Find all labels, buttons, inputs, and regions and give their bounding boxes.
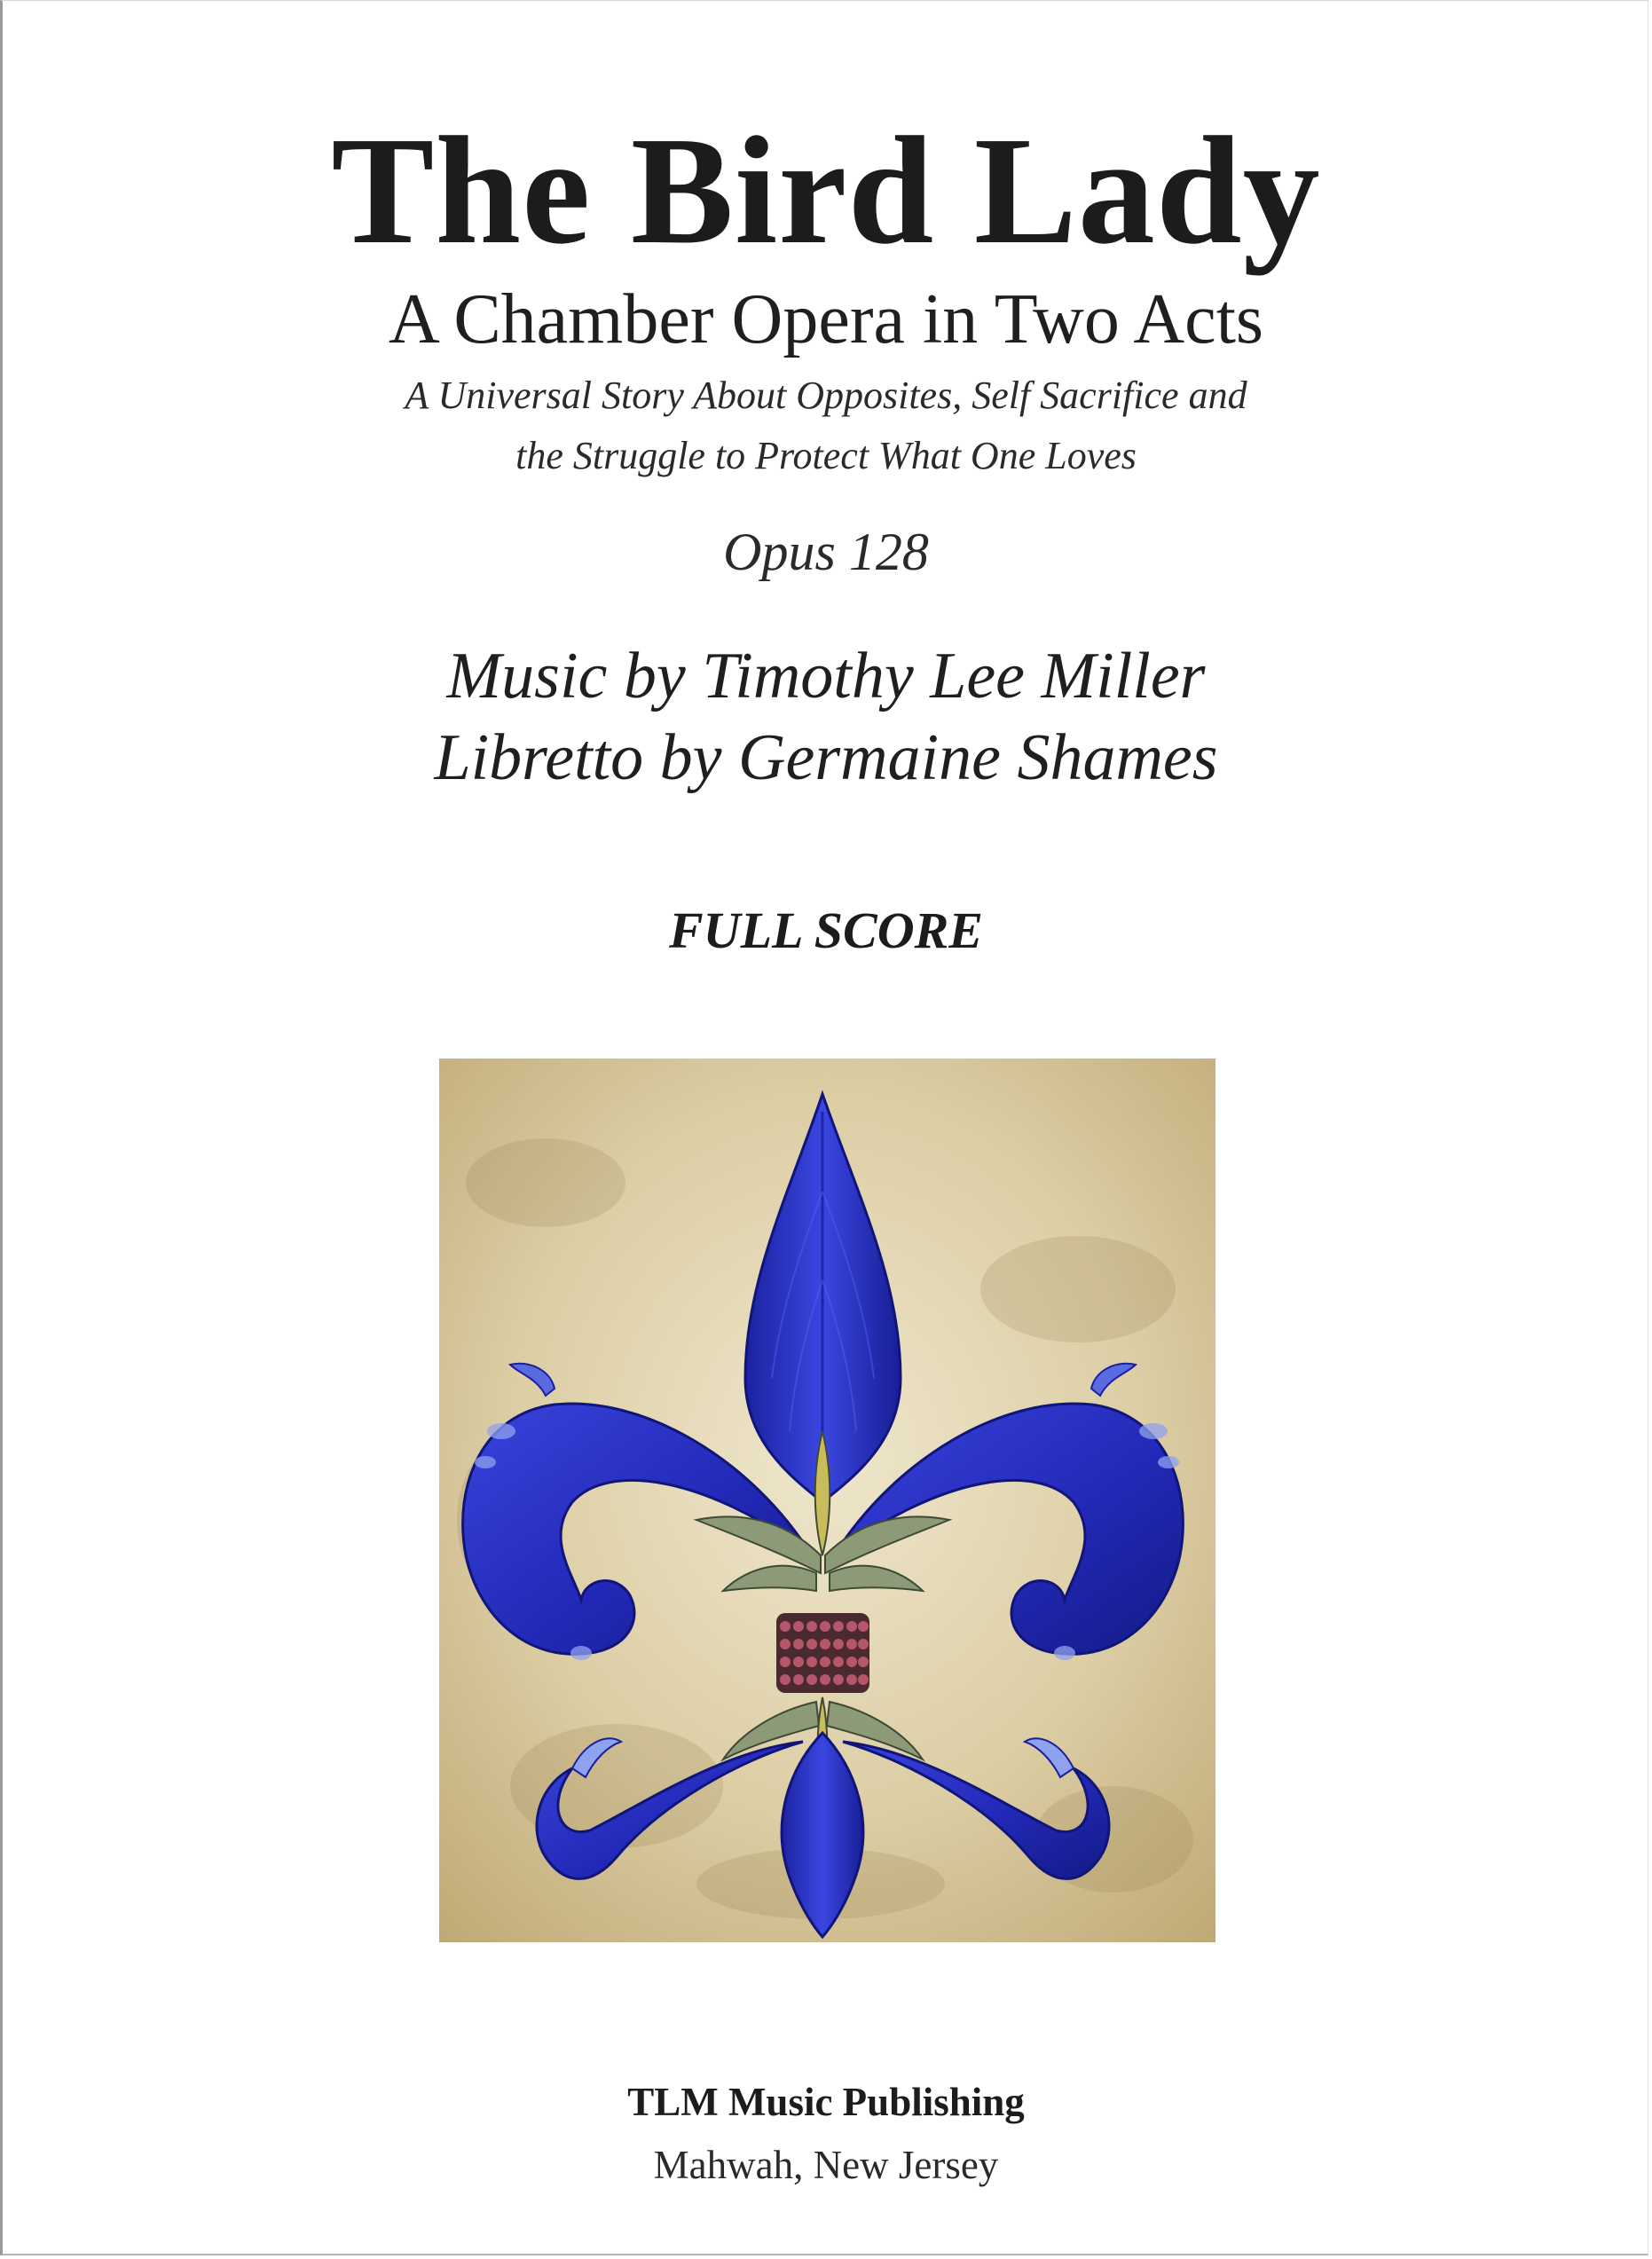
credits [0,635,1652,799]
opus-number: Opus 128 [723,523,929,581]
tagline-line-1: A Universal Story About Opposites, Self Sacrifice and [405,374,1247,417]
page-title: The Bird Lady [331,105,1321,276]
publisher-name: TLM Music Publishing [627,2080,1025,2124]
tagline [0,366,1652,486]
page-subtitle: A Chamber Opera in Two Acts [388,280,1264,358]
libretto-credit: Libretto by Germaine Shames [434,721,1218,794]
cover-artwork [439,1059,1215,1942]
publisher-location: Mahwah, New Jersey [653,2143,999,2187]
score-type-label: FULL SCORE [669,901,983,959]
music-credit: Music by Timothy Lee Miller [446,640,1206,712]
tagline-line-2: the Struggle to Protect What One Loves [515,434,1137,477]
fleur-de-lis-icon [439,1059,1215,1942]
